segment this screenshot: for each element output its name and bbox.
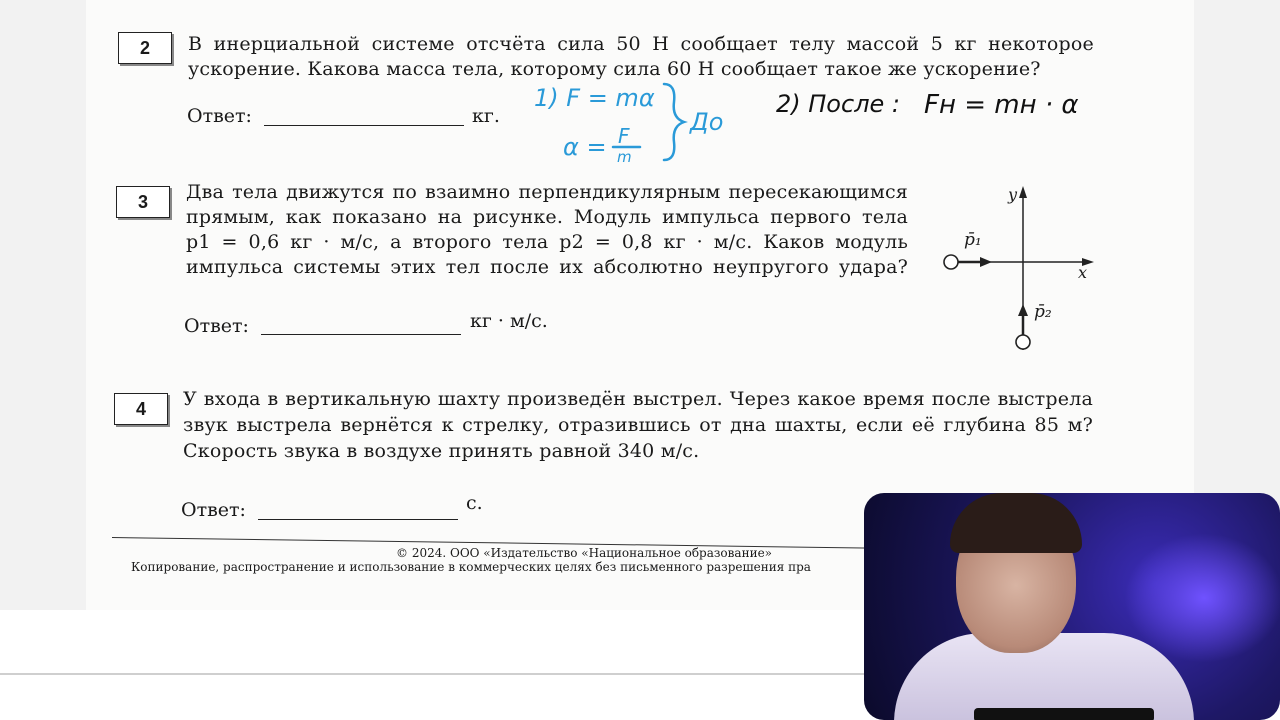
question-2-text: В инерциальной системе отсчёта сила 50 Н сообщает телу массой 5 кг некоторое ускорение. Какова масса тела, которому сила 60 Н сообщает такое же ускорение? [188,33,1094,80]
handwritten-step2-label: 2) После : [776,90,901,118]
handwritten-step2-formula: Fн = mн · α [924,90,1079,120]
footer-notice: Копирование, распространение и использование в коммерческих целях без письменного разрешения пра [131,560,811,574]
question-3-answer-unit: кг · м/с. [470,310,548,332]
question-3-answer-label: Ответ: [184,315,249,337]
webcam-overlay [864,493,1280,720]
figure-y-axis-label: y [1008,185,1018,204]
question-4-answer-unit: с. [466,492,483,514]
question-2-number: 2 [118,32,172,64]
handwritten-fraction-denominator: m [617,148,632,166]
webcam-device [974,708,1154,720]
question-4-text: У входа в вертикальную шахту произведён выстрел. Через какое время после выстрела звук выстрела вернётся к стрелку, отразившись от дна шахты, если её глубина 85 м? Скорость звука в воздухе принять равной 340 м/с. [183,388,1093,462]
question-4-number: 4 [114,393,168,425]
question-3-number: 3 [116,186,170,218]
footer-copyright: © 2024. ООО «Издательство «Национальное образование» [396,546,773,560]
handwritten-formula-newton: 1) F = mα [534,84,655,112]
question-2-answer-label: Ответ: [187,105,252,127]
handwritten-acceleration-label: α = [563,133,607,161]
webcam-presenter-hair [950,493,1082,553]
question-4-answer-field[interactable] [258,519,458,520]
handwritten-before-label: До [690,108,724,136]
question-3-line-4: импульса системы этих тел после их абсолютно неупругого удара? [186,256,908,278]
question-3-line-2: прямым, как показано на рисунке. Модуль импульса первого тела [186,206,908,228]
question-3-line-1: Два тела движутся по взаимно перпендикулярным пересекающимся [186,181,908,203]
figure-p2-label: p̄₂ [1034,302,1052,322]
figure-p1-label: p̄₁ [964,230,982,250]
figure-x-axis-label: x [1078,263,1088,282]
question-4-answer-label: Ответ: [181,499,246,521]
handwritten-fraction-numerator: F [618,124,630,148]
question-2-answer-unit: кг. [472,105,500,127]
question-3-line-3: p1 = 0,6 кг · м/с, а второго тела p2 = 0,8 кг · м/с. Каков модуль [186,231,908,253]
